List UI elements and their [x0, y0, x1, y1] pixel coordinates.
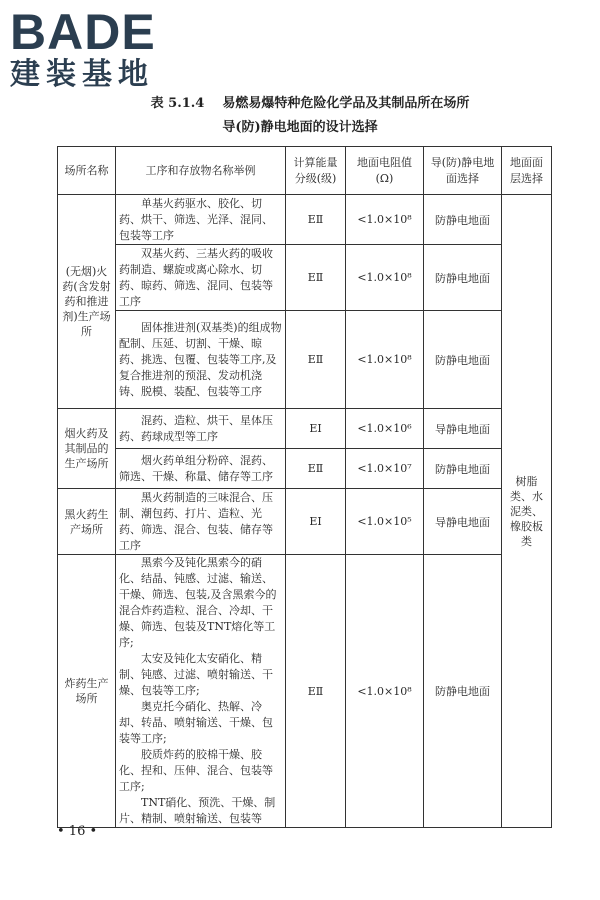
process-paragraph: TNT硝化、预洗、干燥、制片、精制、喷射输送、包装等 [119, 796, 276, 825]
resistance-cell: <1.0×10⁸ [346, 195, 424, 245]
level-cell: EⅡ [286, 195, 346, 245]
table-title-text: 易燃易爆特种危险化学品及其制品所在场所 [222, 96, 470, 111]
table-title-line2: 导(防)静电地面的设计选择 [222, 120, 378, 135]
resistance-cell: <1.0×10⁸ [346, 311, 424, 409]
process-cell: 固体推进剂(双基类)的组成物配制、压延、切割、干燥、晾药、挑选、包覆、包装等工序,及复合推进剂的预混、发动机浇铸、脱模、装配、包装等工序 [116, 311, 286, 409]
process-paragraph: 黑索今及钝化黑索今的硝化、结晶、钝感、过滤、输送、干燥、筛选、包装,及含黑索今的混合炸药造粒、混合、冷却、干燥、筛选、包装及TNT熔化等工序; [119, 556, 277, 649]
resistance-cell: <1.0×10⁷ [346, 449, 424, 489]
place-cell: 炸药生产场所 [58, 555, 116, 828]
table-row [58, 311, 552, 409]
process-cell: 黑火药制造的三味混合、压制、潮包药、打片、造粒、光药、筛选、混合、包装、储存等工序 [116, 489, 286, 555]
floor-cell: 防静电地面 [424, 245, 502, 311]
process-cell: 单基火药驱水、胶化、切药、烘干、筛选、光泽、混同、包装等工序 [116, 195, 286, 245]
process-paragraph: 太安及钝化太安硝化、精制、钝感、过滤、喷射输送、干燥、包装等工序; [119, 652, 273, 697]
place-cell: (无烟)火药(含发射药和推进剂)生产场所 [58, 195, 116, 409]
resistance-cell: <1.0×10⁵ [346, 489, 424, 555]
header-place: 场所名称 [58, 147, 116, 195]
level-cell: EⅠ [286, 489, 346, 555]
table-header-row [58, 147, 552, 195]
process-cell [116, 555, 286, 828]
level-cell: EⅡ [286, 311, 346, 409]
table-row [58, 555, 552, 828]
header-level: 计算能量分级(级) [286, 147, 346, 195]
header-resistance: 地面电阻值(Ω) [346, 147, 424, 195]
resistance-cell: <1.0×10⁶ [346, 409, 424, 449]
page-number: • 16 • [57, 824, 98, 839]
logo-main-text: BADE [10, 4, 156, 60]
table-row [58, 245, 552, 311]
floor-cell: 防静电地面 [424, 311, 502, 409]
process-cell: 烟火药单组分粉碎、混药、筛选、干燥、称量、储存等工序 [116, 449, 286, 489]
resistance-cell: <1.0×10⁸ [346, 245, 424, 311]
surface-cell: 树脂类、水泥类、橡胶板类 [502, 195, 552, 828]
process-cell: 双基火药、三基火药的吸收药制造、螺旋或离心除水、切药、晾药、筛选、混同、包装等工序 [116, 245, 286, 311]
process-paragraph: 胶质炸药的胶棉干燥、胶化、捏和、压伸、混合、包装等工序; [119, 748, 273, 793]
floor-cell: 防静电地面 [424, 449, 502, 489]
place-cell: 烟火药及其制品的生产场所 [58, 409, 116, 489]
floor-cell: 防静电地面 [424, 195, 502, 245]
level-cell: EⅡ [286, 449, 346, 489]
design-selection-table [57, 146, 552, 828]
level-cell: EⅡ [286, 555, 346, 828]
floor-cell: 防静电地面 [424, 555, 502, 828]
resistance-cell: <1.0×10⁸ [346, 555, 424, 828]
process-cell: 混药、造粒、烘干、星体压药、药球成型等工序 [116, 409, 286, 449]
level-cell: EⅡ [286, 245, 346, 311]
level-cell: EⅠ [286, 409, 346, 449]
table-row [58, 489, 552, 555]
logo-sub-text: 建装基地 [10, 57, 154, 92]
place-cell: 黑火药生产场所 [58, 489, 116, 555]
table-row [58, 195, 552, 245]
process-paragraph: 奥克托今硝化、热解、冷却、转晶、喷射输送、干燥、包装等工序; [119, 700, 273, 745]
header-surface: 地面面层选择 [502, 147, 552, 195]
floor-cell: 导静电地面 [424, 409, 502, 449]
table-row [58, 449, 552, 489]
floor-cell: 导静电地面 [424, 489, 502, 555]
table-number: 表 5.1.4 [150, 96, 205, 111]
table-title-line1 [0, 92, 600, 111]
table-row [58, 409, 552, 449]
header-floor: 导(防)静电地面选择 [424, 147, 502, 195]
header-process: 工序和存放物名称举例 [116, 147, 286, 195]
logo [10, 4, 156, 92]
